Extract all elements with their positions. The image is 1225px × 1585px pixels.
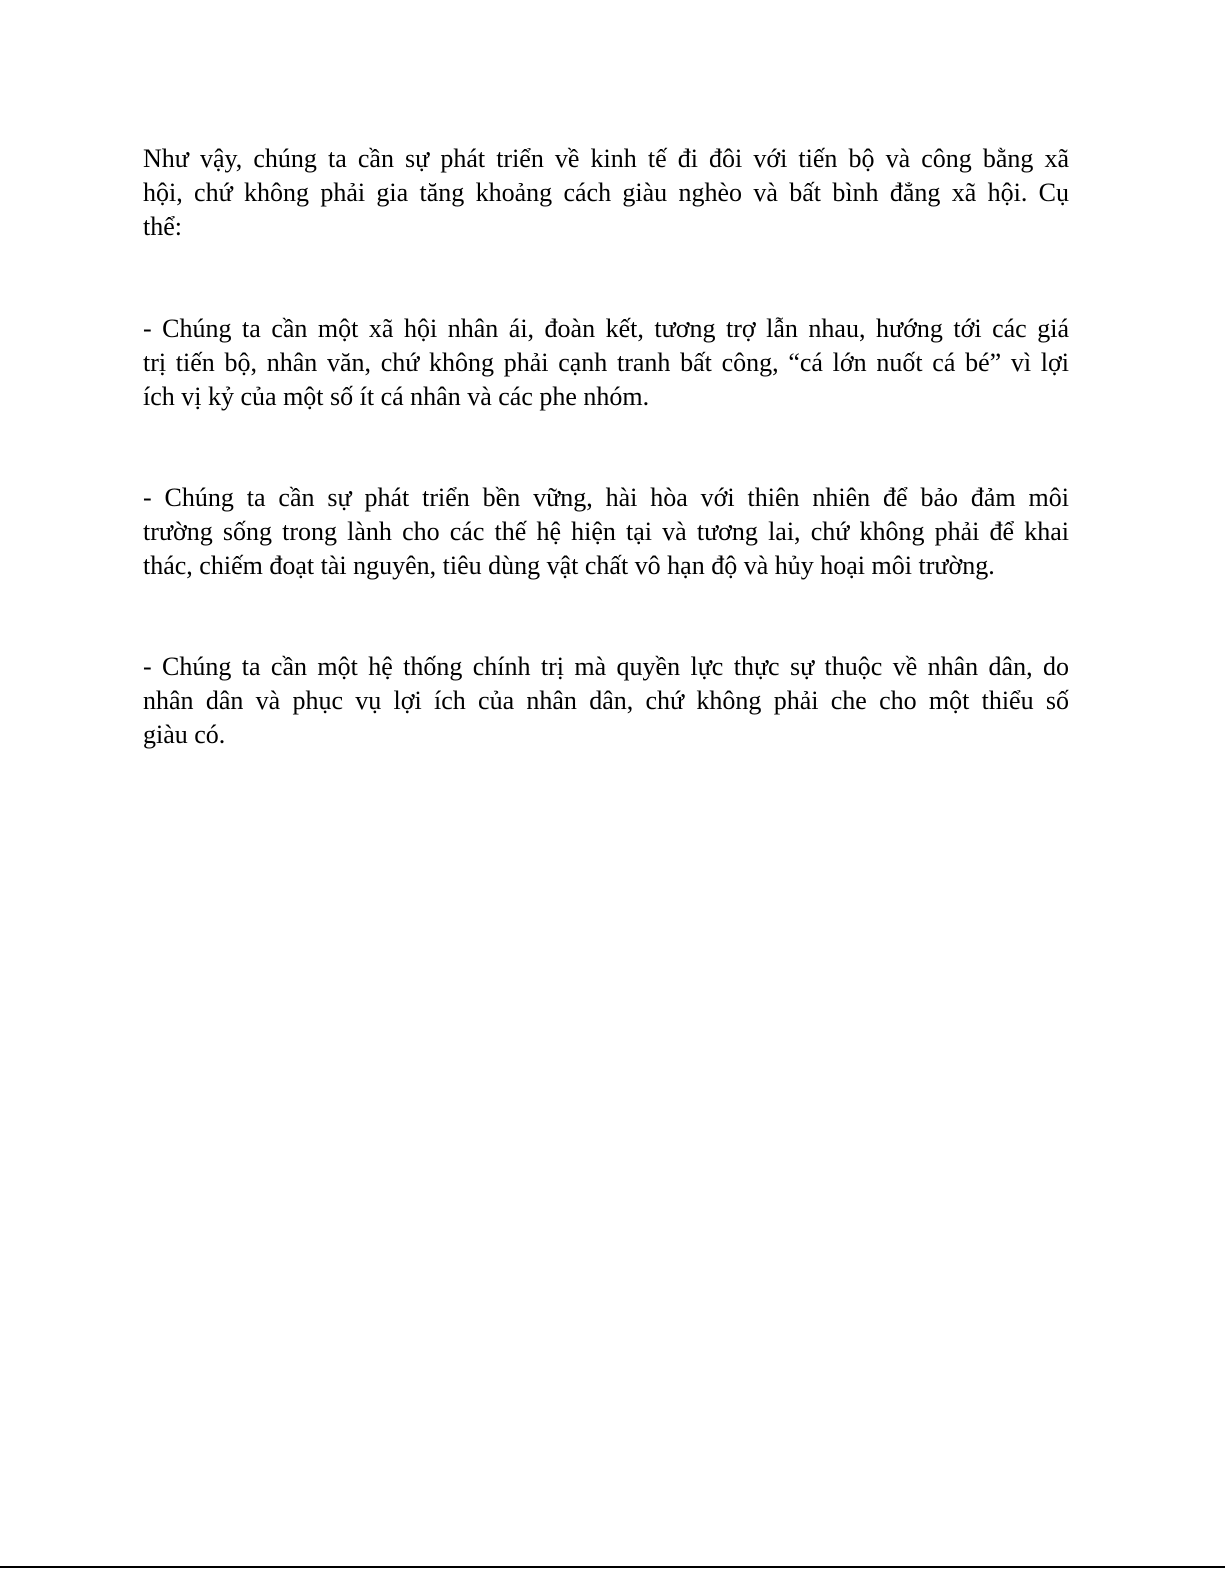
paragraph-line: thác, chiếm đoạt tài nguyên, tiêu dùng vật chất vô hạn độ và hủy hoại môi trường. [143,551,995,580]
paragraph-line: trị tiến bộ, nhân văn, chứ không phải cạnh tranh bất công, “cá lớn nuốt cá bé” vì lợi [143,348,1069,377]
page-bottom-border [0,1566,1225,1568]
paragraph-line: ích vị kỷ của một số ít cá nhân và các phe nhóm. [143,382,650,411]
paragraph-line: nhân dân và phục vụ lợi ích của nhân dân, chứ không phải che cho một thiểu số [143,686,1069,715]
paragraph-environment [143,481,1069,583]
paragraph-intro [143,142,1069,244]
paragraph-line: giàu có. [143,720,226,749]
paragraph-line: - Chúng ta cần một xã hội nhân ái, đoàn kết, tương trợ lẫn nhau, hướng tới các giá [143,314,1069,343]
paragraph-politics [143,650,1069,752]
paragraph-society [143,312,1069,414]
paragraph-line: - Chúng ta cần một hệ thống chính trị mà quyền lực thực sự thuộc về nhân dân, do [143,652,1069,681]
paragraph-line: - Chúng ta cần sự phát triển bền vững, hài hòa với thiên nhiên để bảo đảm môi [143,483,1069,512]
paragraph-line: hội, chứ không phải gia tăng khoảng cách giàu nghèo và bất bình đẳng xã hội. Cụ [143,178,1069,207]
paragraph-line: Như vậy, chúng ta cần sự phát triển về kinh tế đi đôi với tiến bộ và công bằng xã [143,144,1069,173]
paragraph-line: thể: [143,212,182,241]
paragraph-line: trường sống trong lành cho các thế hệ hiện tại và tương lai, chứ không phải để khai [143,517,1069,546]
